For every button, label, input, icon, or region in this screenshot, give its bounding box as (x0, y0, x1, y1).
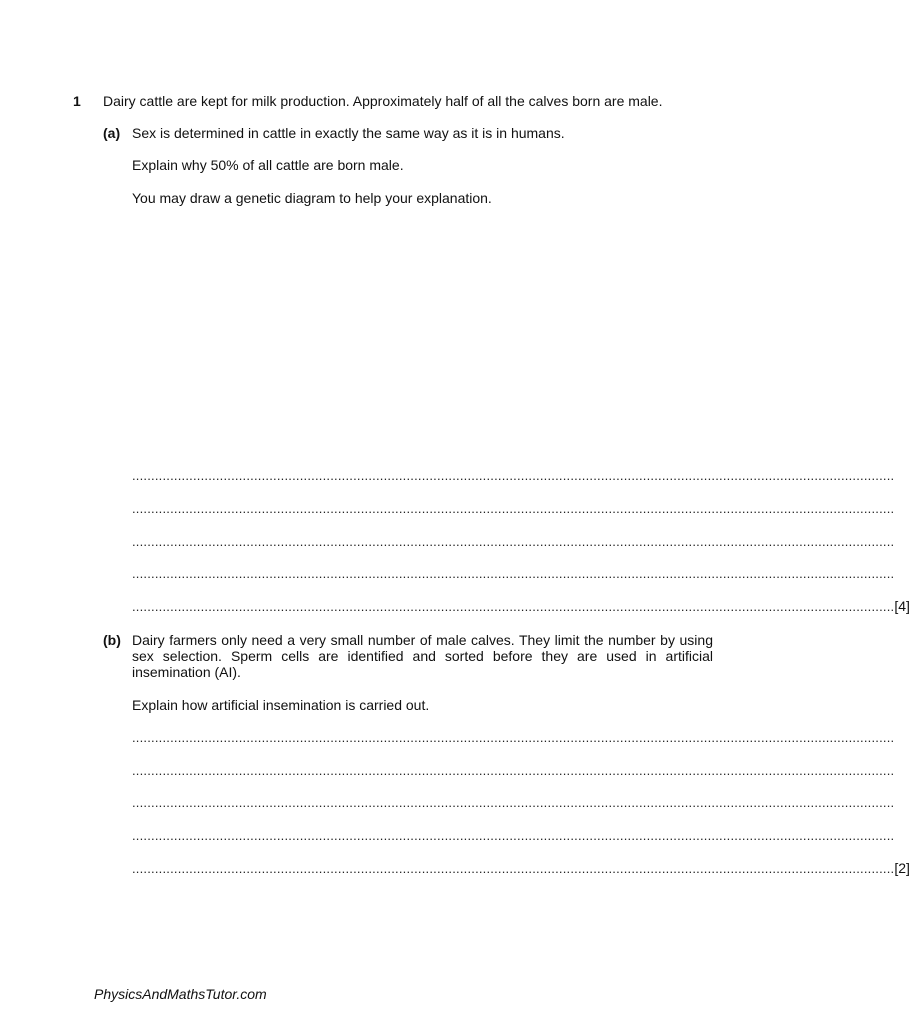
answer-line[interactable]: ........................................................................................................................................................................................................ (132, 534, 895, 549)
answer-line[interactable]: ........................................................................................................................................................................................................ (132, 566, 895, 581)
answer-line[interactable]: ........................................................................................................................................................................................................ (132, 730, 895, 745)
answer-line-with-marks[interactable] (132, 860, 910, 876)
part-a-label: (a) (103, 125, 121, 141)
part-a-statement: Sex is determined in cattle in exactly the same way as it is in humans. (132, 125, 565, 141)
part-a-hint: You may draw a genetic diagram to help your explanation. (132, 190, 492, 206)
part-a-question: Explain why 50% of all cattle are born male. (132, 157, 404, 173)
part-b-instruction: Explain how artificial insemination is carried out. (132, 697, 430, 713)
marks-label: [4] (894, 598, 910, 614)
answer-line[interactable]: ........................................................................................................................................................................................................ (132, 828, 895, 843)
answer-line[interactable]: ........................................................................................................................................................................................................ (132, 763, 895, 778)
answer-line-dots: ........................................................................................................................................................................................................ (132, 861, 895, 876)
footer-source: PhysicsAndMathsTutor.com (94, 986, 267, 1002)
answer-line[interactable]: ........................................................................................................................................................................................................ (132, 468, 895, 483)
marks-label: [2] (894, 860, 910, 876)
part-b-label: (b) (103, 632, 121, 648)
question-intro: Dairy cattle are kept for milk production. Approximately half of all the calves born are male. (103, 93, 663, 109)
answer-line[interactable]: ........................................................................................................................................................................................................ (132, 795, 895, 810)
answer-line[interactable]: ........................................................................................................................................................................................................ (132, 501, 895, 516)
question-number: 1 (73, 93, 81, 109)
answer-line-with-marks[interactable] (132, 598, 910, 614)
part-b-paragraph: Dairy farmers only need a very small number of male calves. They limit the number by using sex selection. Sperm cells are identified and sorted before they are used in artificial insemination (AI). (132, 632, 713, 680)
answer-line-dots: ........................................................................................................................................................................................................ (132, 599, 895, 614)
